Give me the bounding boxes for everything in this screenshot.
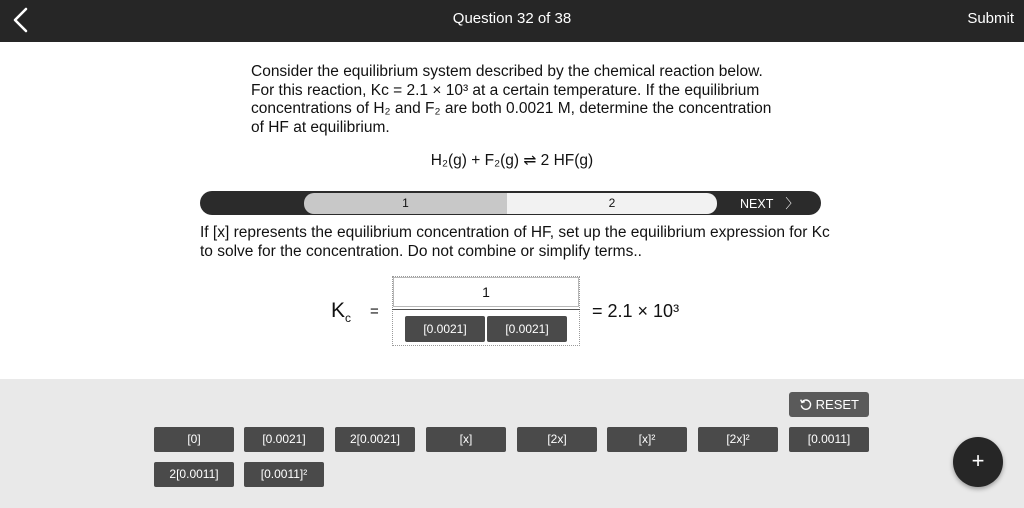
instruction-text: If [x] represents the equilibrium concentration of HF, set up the equilibrium expression for Kc to solve for the concentration. Do not combine or simplify terms.. (200, 224, 830, 260)
equilibrium-arrow: ⇌ (523, 152, 537, 169)
step-1-tab[interactable]: 1 (304, 193, 507, 214)
next-label: NEXT (740, 197, 774, 211)
kc-subscript: c (345, 311, 352, 326)
next-button[interactable] (740, 195, 798, 213)
top-bar (0, 0, 1024, 42)
reaction-reactants: H₂(g) + F₂(g) (430, 152, 520, 169)
reset-label: RESET (815, 397, 859, 412)
reset-button[interactable] (789, 392, 869, 417)
submit-button[interactable]: Submit (967, 10, 1014, 27)
reaction-products: 2 HF(g) (540, 152, 594, 169)
tile-2x[interactable]: [2x] (517, 427, 597, 452)
tile-x-squared[interactable]: [x]² (607, 427, 687, 452)
equals-sign: = (370, 303, 379, 320)
tile-2x-squared[interactable]: [2x]² (698, 427, 778, 452)
tile-0-0011-squared[interactable]: [0.0011]² (244, 462, 324, 487)
chemical-reaction (0, 151, 1024, 170)
step-2-tab[interactable]: 2 (507, 193, 717, 214)
question-title: Question 32 of 38 (452, 10, 572, 27)
numerator-box[interactable]: 1 (393, 277, 579, 307)
reset-icon (799, 398, 812, 411)
denominator-tile-2[interactable]: [0.0021] (487, 316, 567, 342)
tile-2-0-0011[interactable]: 2[0.0011] (154, 462, 234, 487)
tile-zero[interactable]: [0] (154, 427, 234, 452)
tile-2-0-0021[interactable]: 2[0.0021] (335, 427, 415, 452)
chevron-right-icon: 〉 (785, 196, 799, 211)
denominator-tile-1[interactable]: [0.0021] (405, 316, 485, 342)
add-button[interactable]: + (953, 437, 1003, 487)
problem-text: Consider the equilibrium system described by the chemical reaction below. For this reaction, Kc = 2.1 × 10³ at a certain temperature. If the equilibrium concentrations of H₂ and F₂ are both 0.0021 M, determine the concentration of HF at equilibrium. (251, 63, 772, 136)
equals-value: = 2.1 × 10³ (592, 301, 680, 321)
kc-symbol (331, 299, 351, 325)
kc-letter: K (331, 299, 346, 322)
fraction-line (392, 309, 580, 310)
tile-x[interactable]: [x] (426, 427, 506, 452)
tile-0-0011[interactable]: [0.0011] (789, 427, 869, 452)
tile-0-0021[interactable]: [0.0021] (244, 427, 324, 452)
